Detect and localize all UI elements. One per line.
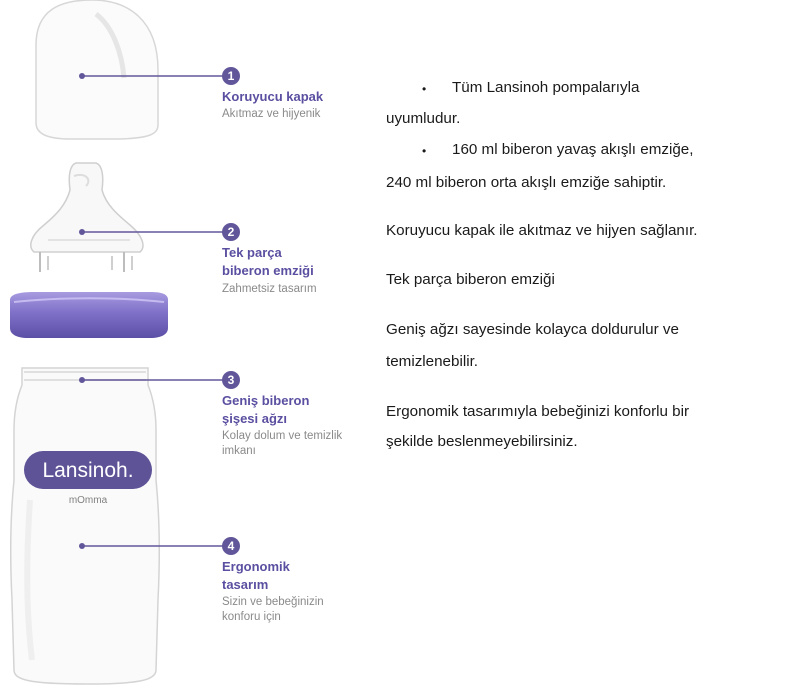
paragraph-wide-neck-line-2: temizlenebilir. bbox=[386, 353, 479, 370]
nipple bbox=[31, 163, 143, 272]
callout-subtitle: Kolay dolum ve temizlik imkanı bbox=[222, 430, 343, 457]
bullet-dot: • bbox=[422, 82, 427, 96]
bullet-2-line-1: 160 ml biberon yavaş akışlı emziğe, bbox=[452, 141, 694, 158]
callout-number-badge: 4 bbox=[222, 537, 240, 555]
callout-number-badge: 2 bbox=[222, 223, 240, 241]
callout-subtitle: Sizin ve bebeğinizin konforu için bbox=[222, 596, 324, 623]
callout-title: Geniş biberon şişesi ağzı bbox=[222, 393, 310, 426]
bullet-1-line-1: Tüm Lansinoh pompalarıyla bbox=[452, 79, 640, 96]
bullet-dot: • bbox=[422, 144, 427, 158]
paragraph-ergonomic-line-2: şekilde beslenmeyebilirsiniz. bbox=[386, 433, 578, 450]
bullet-1-line-2: uyumludur. bbox=[386, 110, 461, 127]
callout-title: Koruyucu kapak bbox=[222, 89, 324, 104]
protective-cap bbox=[36, 0, 158, 139]
paragraph-wide-neck-line-1: Geniş ağzı sayesinde kolayca doldurulur ve bbox=[386, 321, 679, 338]
logo-text: Lansinoh. bbox=[42, 459, 134, 482]
paragraph-nipple: Tek parça biberon emziği bbox=[386, 271, 555, 288]
callout-title: Ergonomik tasarım bbox=[222, 559, 290, 592]
callout-subtitle: Akıtmaz ve hijyenik bbox=[222, 108, 321, 120]
logo-subtext: mOmma bbox=[68, 495, 108, 506]
callout-title: Tek parça biberon emziği bbox=[222, 245, 314, 278]
callout-number-badge: 3 bbox=[222, 371, 240, 389]
callout-subtitle: Zahmetsiz tasarım bbox=[222, 283, 317, 295]
paragraph-cap: Koruyucu kapak ile akıtmaz ve hijyen sağlanır. bbox=[386, 222, 698, 239]
callout-number-badge: 1 bbox=[222, 67, 240, 85]
bullet-2-line-2: 240 ml biberon orta akışlı emziğe sahiptir. bbox=[386, 174, 667, 191]
paragraph-ergonomic-line-1: Ergonomik tasarımıyla bebeğinizi konforlu bir bbox=[386, 403, 690, 420]
bottle-body bbox=[11, 368, 160, 684]
screw-ring bbox=[10, 292, 168, 338]
